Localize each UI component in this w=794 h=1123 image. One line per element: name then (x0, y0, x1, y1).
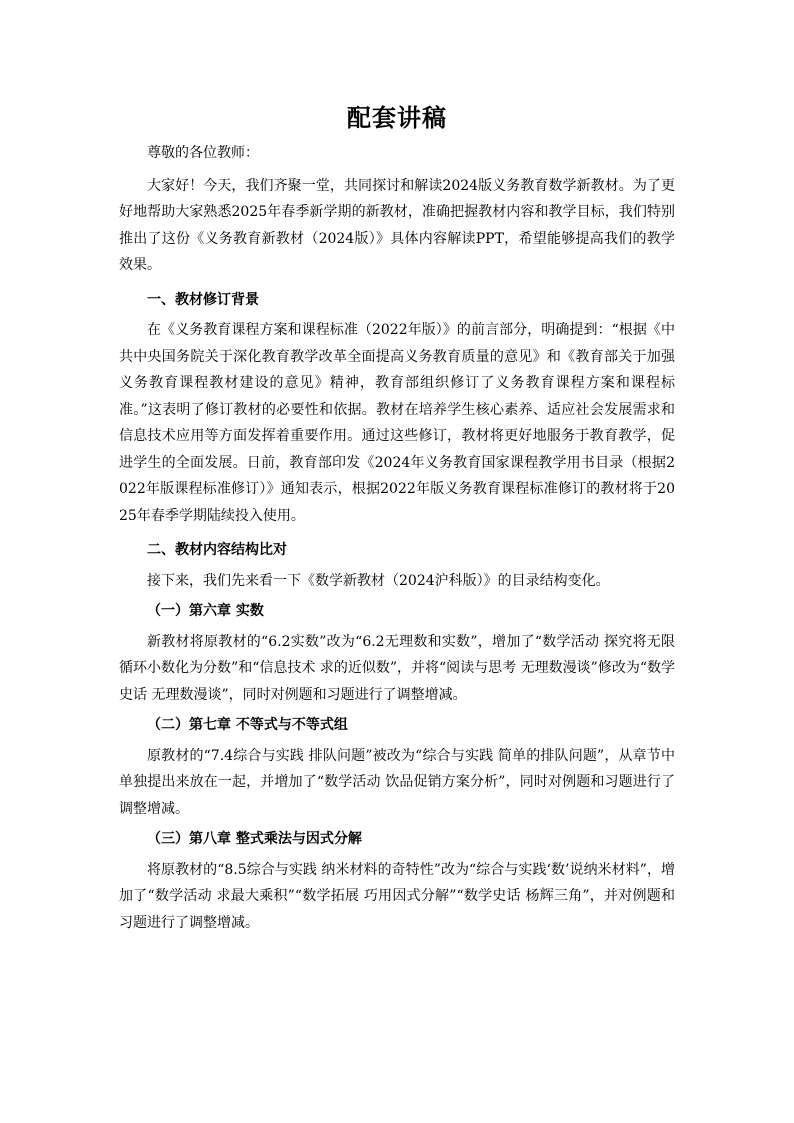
chapter-8-paragraph: 将原教材的“8.5综合与实践 纳米材料的奇特性”改为“综合与实践‘数’说纳米材料”，增加了“数学活动 求最大乘积”“数学拓展 巧用因式分解”“数学史话 杨辉三角”，并对例题和习题进行了调整增减。 (119, 861, 675, 931)
intro-paragraph: 大家好！今天，我们齐聚一堂，共同探讨和解读2024版义务教育数学新教材。为了更好地帮助大家熟悉2025年春季新学期的新教材，准确把握教材内容和教学目标，我们特别推出了这份《义务教育新教材（2024版）》具体内容解读PPT，希望能够提高我们的教学效果。 (119, 177, 675, 273)
document-body (119, 140, 675, 936)
chapter-6-paragraph: 新教材将原教材的“6.2实数”改为“6.2无理数和实数”，增加了“数学活动 探究将无限循环小数化为分数”和“信息技术 求的近似数”，并将“阅读与思考 无理数漫谈”修改为“数学史话 无理数漫谈”，同时对例题和习题进行了调整增减。 (119, 633, 675, 703)
chapter-8-heading: （三）第八章 整式乘法与因式分解 (147, 831, 362, 847)
document-title: 配套讲稿 (347, 103, 447, 132)
chapter-7-paragraph: 原教材的“7.4综合与实践 排队问题”被改为“综合与实践 简单的排队问题”，从章节中单独提出来放在一起，并增加了“数学活动 饮品促销方案分析”，同时对例题和习题进行了调整增减。 (119, 747, 675, 817)
background-paragraph: 在《义务教育课程方案和课程标准（2022年版）》的前言部分，明确提到：“根据《中共中央国务院关于深化教育教学改革全面提高义务教育质量的意见》和《教育部关于加强义务教育课程教材建设的意见》精神，教育部组织修订了义务教育课程方案和课程标准。”这表明了修订教材的必要性和依据。教材在培养学生核心素养、适应社会发展需求和信息技术应用等方面发挥着重要作用。通过这些修订，教材将更好地服务于教育教学，促进学生的全面发展。日前，教育部印发《2024年义务教育国家课程教学用书目录（根据2022年版课程标准修订）》通知表示，根据2022年版义务教育课程标准修订的教材将于2025年春季学期陆续投入使用。 (119, 322, 675, 524)
greeting: 尊敬的各位教师： (147, 145, 259, 161)
section-heading-structure: 二、教材内容结构比对 (147, 542, 287, 558)
chapter-6-heading: （一）第六章 实数 (147, 603, 264, 619)
chapter-7-heading: （二）第七章 不等式与不等式组 (147, 717, 348, 733)
section-heading-background: 一、教材修订背景 (147, 291, 259, 308)
structure-intro-paragraph: 接下来，我们先来看一下《数学新教材（2024沪科版）》的目录结构变化。 (147, 572, 610, 589)
